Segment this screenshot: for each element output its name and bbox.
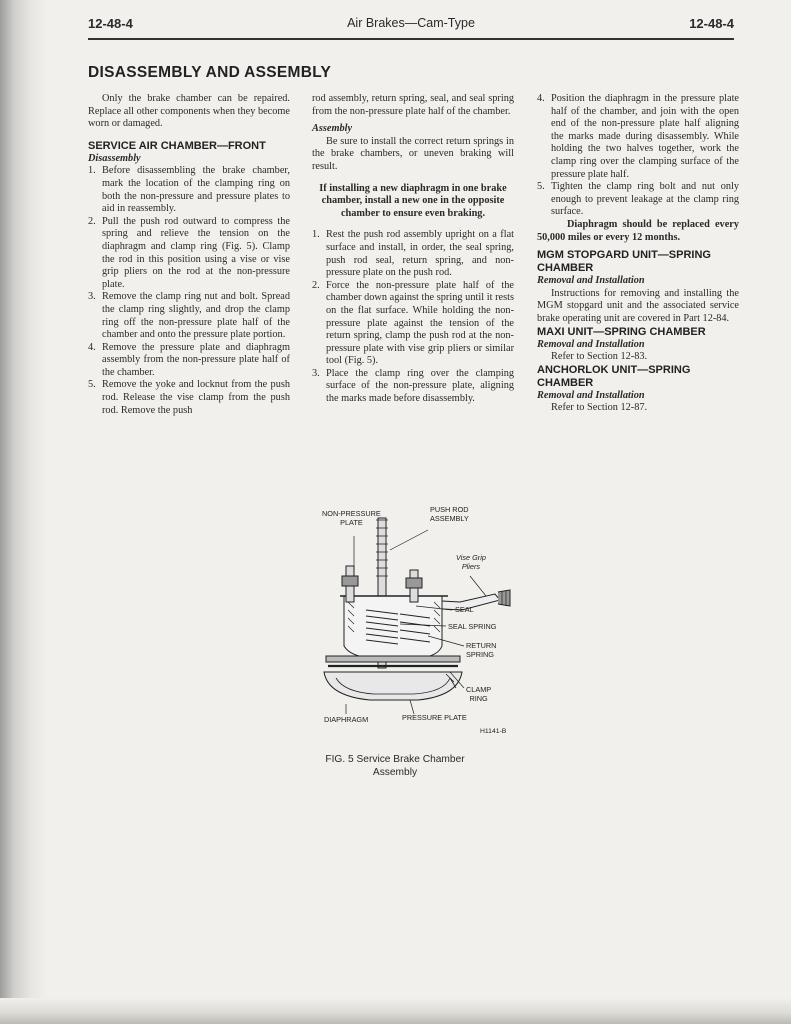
section-paragraph: Refer to Section 12-87. xyxy=(551,402,648,414)
section-heading: SERVICE AIR CHAMBER—FRONT xyxy=(88,139,266,152)
list-item: 2. Pull the push rod outward to compress the spring and relieve the tension on the diaphragm and clamp ring (Fig. 5). Clamp the rod in this position using a vise or vise grip pliers on the rod at the non-pressure plate. xyxy=(88,215,290,290)
figure-code: H1141-B xyxy=(480,728,507,735)
assembly-steps xyxy=(312,229,514,405)
section-paragraph: Refer to Section 12-83. xyxy=(551,351,648,363)
label-push-rod-assembly: PUSH ROD ASSEMBLY xyxy=(430,505,469,523)
column-2 xyxy=(312,93,514,406)
list-item: 5. Remove the yoke and locknut from the push rod. Release the vise clamp from the push rod. Remove the push xyxy=(88,379,290,416)
list-item: 3. Remove the clamp ring nut and bolt. Spread the clamp ring slightly, and drop the clamp ring off the non-pressure plate half of the chamber and onto the pressure plate portion. xyxy=(88,291,290,341)
list-item: 4. Position the diaphragm in the pressure plate half of the chamber, and join with the open end of the non-pressure plate half aligning the marks made during disassembly. While holding the two halves together, work the clamp ring over the clamping surface of the pressure plate half. xyxy=(537,93,739,180)
list-item: 2. Force the non-pressure plate half of the chamber down against the spring until it rests on the flat surface. While holding the non-pressure plate against the tension of the return spring, clamp the push rod at the non-pressure plate with vise grip pliers or similar tool (Fig. 5). xyxy=(312,279,514,367)
warning-note: If installing a new diaphragm in one brake chamber, install a new one in the opposite chamber to ensure even braking. xyxy=(319,182,507,219)
subheading: Assembly xyxy=(312,123,353,135)
brake-chamber-figure xyxy=(310,506,520,751)
label-non-pressure-plate: NON-PRESSURE PLATE xyxy=(322,509,381,527)
page-number-right: 12-48-4 xyxy=(689,16,734,31)
page-title: DISASSEMBLY AND ASSEMBLY xyxy=(88,64,332,81)
label-pressure-plate: PRESSURE PLATE xyxy=(402,713,467,722)
label-vise-grip-pliers: Vise Grip Pliers xyxy=(456,553,486,571)
label-diaphragm: DIAPHRAGM xyxy=(324,715,369,724)
running-head xyxy=(88,16,734,36)
intro-paragraph: Only the brake chamber can be repaired. Replace all other components when they become worn or damaged. xyxy=(88,93,290,130)
binding-shadow xyxy=(0,0,48,1024)
figure-caption: FIG. 5 Service Brake Chamber Assembly xyxy=(325,754,465,778)
list-item: 1. Rest the push rod assembly upright on a flat surface and install, in order, the seal spring, push rod seal, return spring, and non-pressure plate on the push rod. xyxy=(312,229,514,279)
label-seal: SEAL xyxy=(455,605,474,614)
header-rule xyxy=(88,38,734,40)
subheading: Removal and Installation xyxy=(537,389,645,401)
column-1 xyxy=(88,93,290,417)
subheading: Removal and Installation xyxy=(537,275,645,287)
section-heading: MAXI UNIT—SPRING CHAMBER xyxy=(537,325,706,338)
running-title: Air Brakes—Cam-Type xyxy=(347,16,475,30)
page-number-left: 12-48-4 xyxy=(88,16,133,31)
section-heading: MGM STOPGARD UNIT—SPRING CHAMBER xyxy=(537,249,711,275)
subheading: Disassembly xyxy=(88,152,141,164)
label-clamp-ring: CLAMP RING xyxy=(466,685,492,703)
continuation-paragraph: rod assembly, return spring, seal, and seal spring from the non-pressure plate half of the chamber. xyxy=(312,93,514,117)
subheading: Removal and Installation xyxy=(537,338,645,350)
diaphragm-warning: Diaphragm should be replaced every 50,000 miles or every 12 months. xyxy=(537,218,739,243)
list-item: 1. Before disassembling the brake chamber, mark the location of the clamping ring on both the non-pressure and pressure plates to aid in reassembly. xyxy=(88,165,290,215)
assembly-steps-continued xyxy=(537,93,739,219)
assembly-intro: Be sure to install the correct return springs in the brake chambers, or uneven braking will result. xyxy=(312,135,514,172)
section-heading: ANCHORLOK UNIT—SPRING CHAMBER xyxy=(537,363,691,389)
label-seal-spring: SEAL SPRING xyxy=(448,622,497,631)
page-bottom-shadow xyxy=(0,998,791,1024)
list-item: 5. Tighten the clamp ring bolt and nut only enough to prevent leakage at the clamp ring surface. xyxy=(537,181,739,218)
disassembly-steps xyxy=(88,165,290,417)
label-return-spring: RETURN SPRING xyxy=(466,641,497,659)
list-item: 3. Place the clamp ring over the clamping surface of the non-pressure plate, aligning the marks made before disassembly. xyxy=(312,367,514,405)
list-item: 4. Remove the pressure plate and diaphragm assembly from the non-pressure plate half of the chamber. xyxy=(88,341,290,378)
column-3 xyxy=(537,93,739,415)
section-paragraph: Instructions for removing and installing the MGM stopgard unit and the associated service brake operating unit are covered in Part 12-84. xyxy=(537,287,739,324)
